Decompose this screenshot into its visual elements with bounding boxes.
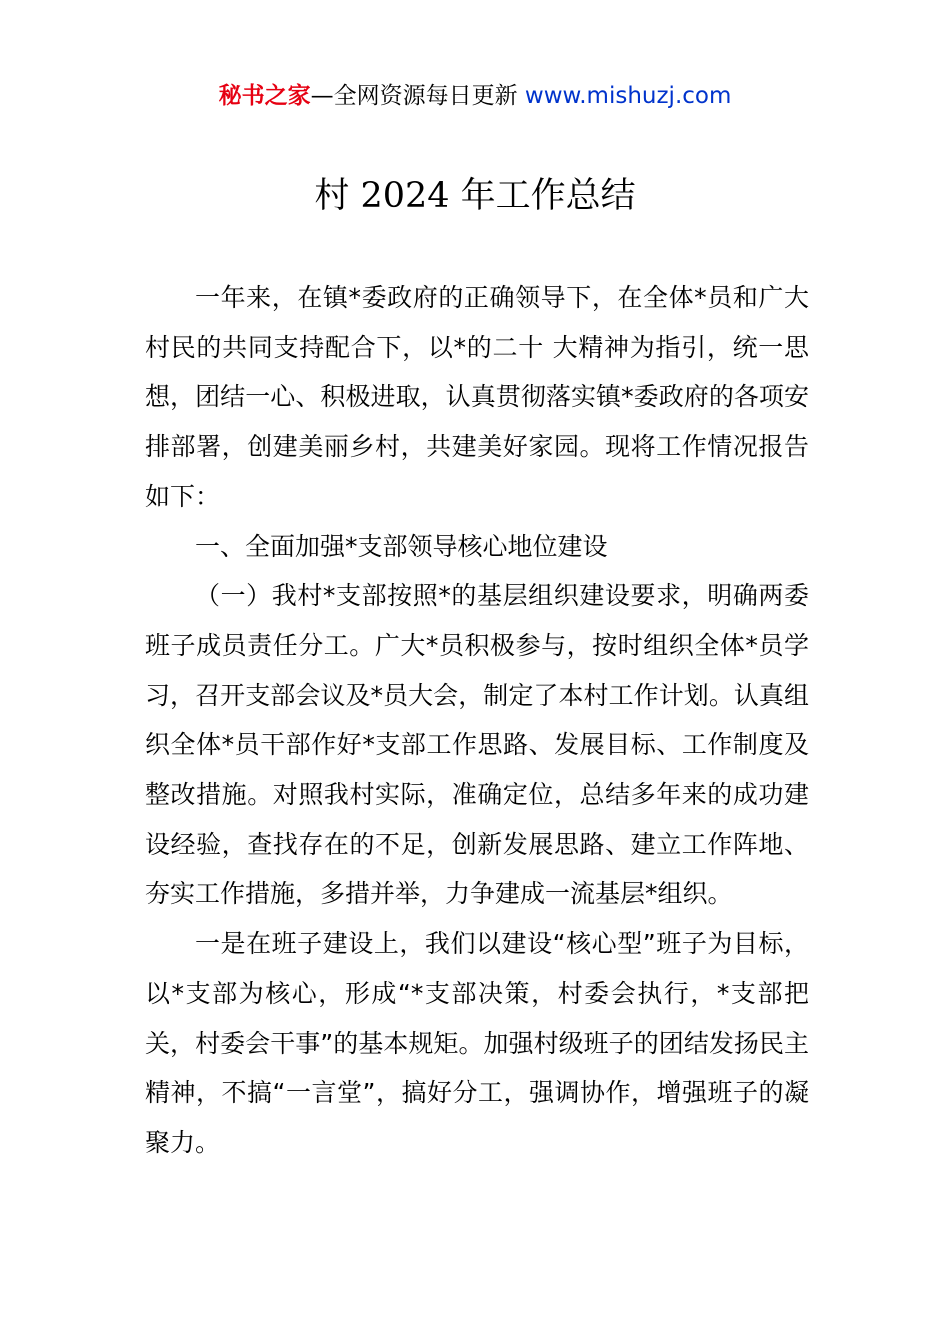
intro-paragraph: 一年来，在镇*委政府的正确领导下，在全体*员和广大村民的共同支持配合下，以*的二十 大精神为指引，统一思想，团结一心、积极进取，认真贯彻落实镇*委政府的各项安排部署，创建美丽乡村，共建美好家园。现将工作情况报告如下：: [145, 283, 809, 511]
team-building-paragraph: 一是在班子建设上，我们以建设“核心型”班子为目标，以*支部为核心，形成“*支部决策，村委会执行，*支部把关，村委会干事”的基本规矩。加强村级班子的团结发扬民主精神，不搞“一言堂”，搞好分工，强调协作，增强班子的凝聚力。: [145, 929, 809, 1157]
document-body: [145, 273, 809, 1168]
document-title: 村 2024 年工作总结: [314, 176, 636, 216]
subsection-paragraph: （一）我村*支部按照*的基层组织建设要求，明确两委班子成员责任分工。广大*员积极参与，按时组织全体*员学习，召开支部会议及*员大会，制定了本村工作计划。认真组织全体*员干部作好*支部工作思路、发展目标、工作制度及整改措施。对照我村实际，准确定位，总结多年来的成功建设经验，查找存在的不足，创新发展思路、建立工作阵地、夯实工作措施，多措并举，力争建成一流基层*组织。: [145, 581, 809, 909]
site-header: [0, 80, 950, 112]
site-tagline: —全网资源每日更新: [310, 83, 525, 109]
section-heading: 一、全面加强*支部领导核心地位建设: [195, 531, 608, 561]
site-brand: 秘书之家: [218, 83, 311, 109]
site-url-link[interactable]: www.mishuzj.com: [524, 83, 732, 109]
